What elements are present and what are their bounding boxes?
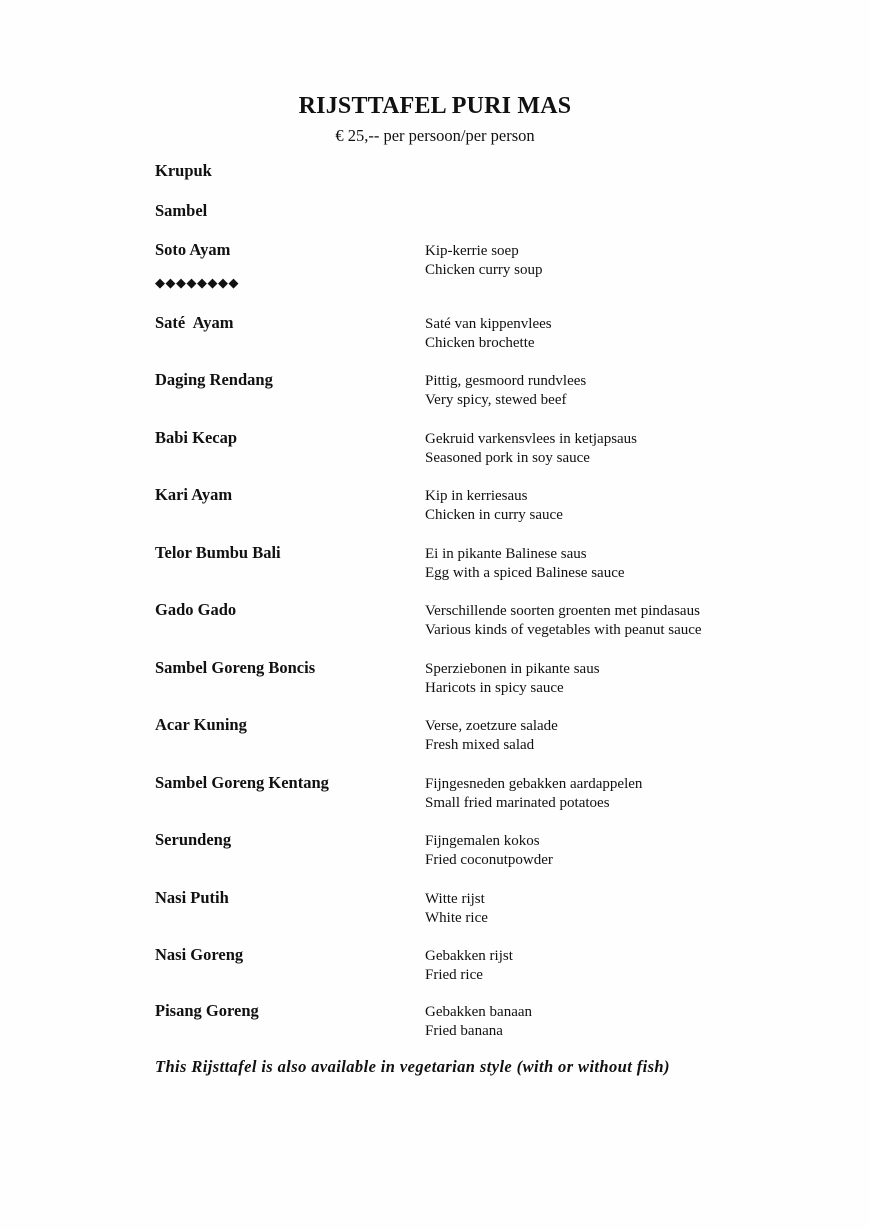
description-dutch: Verschillende soorten groenten met pindasaus xyxy=(425,603,700,619)
dish-name: Nasi Goreng xyxy=(155,945,244,964)
description-english: Fried coconutpowder xyxy=(425,852,553,868)
dish-description xyxy=(425,947,513,985)
description-dutch: Gebakken rijst xyxy=(425,948,513,964)
description-english: Seasoned pork in soy sauce xyxy=(425,450,590,466)
dish-name: Kari Ayam xyxy=(155,485,233,504)
dish-name: Krupuk xyxy=(155,161,212,180)
description-dutch: Pittig, gesmoord rundvlees xyxy=(425,373,587,389)
vegetarian-note: This Rijsttafel is also available in vegetarian style (with or without fish) xyxy=(155,1057,670,1076)
dish-name: Nasi Putih xyxy=(155,888,229,907)
dish-description xyxy=(425,315,552,353)
description-english: Chicken in curry sauce xyxy=(425,507,563,523)
description-english: Chicken brochette xyxy=(425,335,535,351)
dish-name: Babi Kecap xyxy=(155,428,238,447)
dish-description xyxy=(425,660,600,698)
dish-name: Saté Ayam xyxy=(155,313,234,332)
description-english: White rice xyxy=(425,910,488,926)
description-dutch: Witte rijst xyxy=(425,891,485,907)
description-dutch: Saté van kippenvlees xyxy=(425,316,552,332)
dish-name: Telor Bumbu Bali xyxy=(155,543,281,562)
dish-description xyxy=(425,717,558,755)
description-dutch: Sperziebonen in pikante saus xyxy=(425,661,600,677)
description-english: Various kinds of vegetables with peanut sauce xyxy=(425,622,702,638)
description-english: Fried rice xyxy=(425,967,483,983)
dish-name: Daging Rendang xyxy=(155,370,273,389)
dish-name: Pisang Goreng xyxy=(155,1001,259,1020)
diamond-separator: ◆◆◆◆◆◆◆◆ xyxy=(155,276,239,291)
dish-description xyxy=(425,372,586,410)
dish-description xyxy=(425,832,553,870)
description-english: Fresh mixed salad xyxy=(425,737,535,753)
dish-name: Soto Ayam xyxy=(155,240,231,259)
description-dutch: Gekruid varkensvlees in ketjapsaus xyxy=(425,431,638,447)
dish-description xyxy=(425,775,642,813)
description-dutch: Kip-kerrie soep xyxy=(425,243,519,259)
dish-name: Serundeng xyxy=(155,830,232,849)
dish-description xyxy=(425,890,488,928)
description-english: Very spicy, stewed beef xyxy=(425,392,567,408)
description-dutch: Ei in pikante Balinese saus xyxy=(425,546,587,562)
dish-name: Sambel xyxy=(155,201,208,220)
description-dutch: Fijngemalen kokos xyxy=(425,833,540,849)
dish-description xyxy=(425,545,625,583)
description-dutch: Verse, zoetzure salade xyxy=(425,718,558,734)
description-english: Egg with a spiced Balinese sauce xyxy=(425,565,625,581)
price-subtitle: € 25,-- per persoon/per person xyxy=(335,126,535,145)
description-english: Haricots in spicy sauce xyxy=(425,680,564,696)
page-title: RIJSTTAFEL PURI MAS xyxy=(298,93,572,119)
description-english: Fried banana xyxy=(425,1023,503,1039)
description-dutch: Fijngesneden gebakken aardappelen xyxy=(425,776,643,792)
dish-name: Sambel Goreng Kentang xyxy=(155,773,329,792)
dish-description xyxy=(425,430,637,468)
dish-description xyxy=(425,242,542,280)
description-english: Small fried marinated potatoes xyxy=(425,795,610,811)
description-english: Chicken curry soup xyxy=(425,262,543,278)
dish-name: Gado Gado xyxy=(155,600,237,619)
description-dutch: Gebakken banaan xyxy=(425,1004,533,1020)
dish-description xyxy=(425,602,702,640)
dish-name: Acar Kuning xyxy=(155,715,247,734)
dish-description xyxy=(425,1003,532,1041)
description-dutch: Kip in kerriesaus xyxy=(425,488,528,504)
dish-name: Sambel Goreng Boncis xyxy=(155,658,316,677)
dish-description xyxy=(425,487,563,525)
